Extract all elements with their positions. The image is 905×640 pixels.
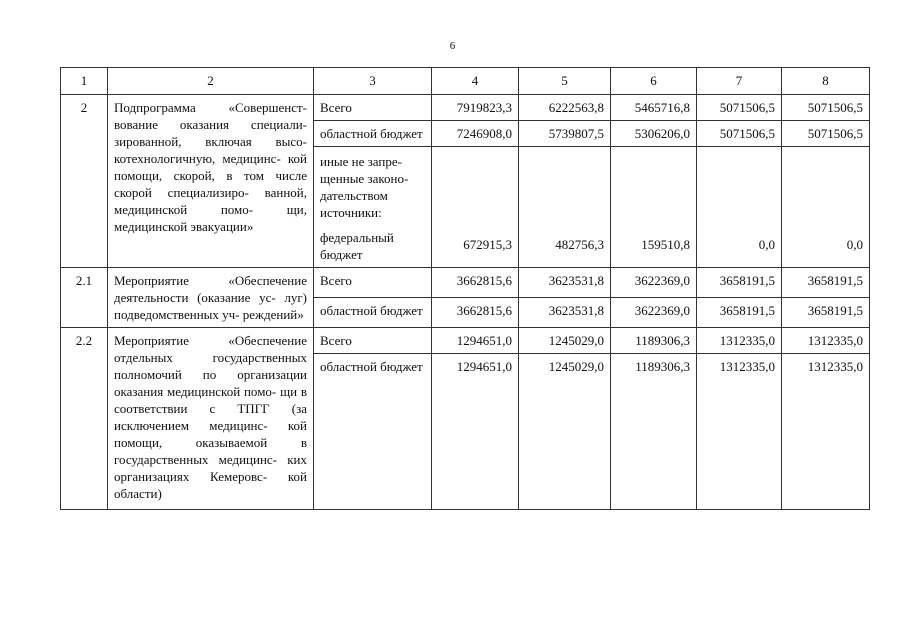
funding-source-label: областной бюджет (314, 121, 432, 147)
table-header-row (61, 68, 870, 95)
value-cell: 3662815,6 (432, 268, 519, 298)
value-text: 482756,3 (555, 237, 604, 252)
value-cell: 5071506,5 (697, 121, 782, 147)
value-cell: 1312335,0 (697, 328, 782, 354)
value-text: 159510,8 (641, 237, 690, 252)
value-cell: 1245029,0 (519, 328, 611, 354)
value-cell (519, 147, 611, 268)
value-cell: 1312335,0 (782, 328, 870, 354)
value-cell: 3658191,5 (697, 268, 782, 298)
value-cell (611, 147, 697, 268)
column-header: 1 (61, 68, 108, 95)
value-cell: 3622369,0 (611, 268, 697, 298)
table-row (61, 328, 870, 354)
value-cell: 7246908,0 (432, 121, 519, 147)
funding-source-label: областной бюджет (314, 354, 432, 510)
column-header: 3 (314, 68, 432, 95)
value-cell: 1245029,0 (519, 354, 611, 510)
row-number: 2 (61, 95, 108, 268)
column-header: 4 (432, 68, 519, 95)
value-cell: 5739807,5 (519, 121, 611, 147)
value-cell: 1294651,0 (432, 328, 519, 354)
column-header: 2 (108, 68, 314, 95)
row-description: Мероприятие «Обеспечение деятельности (оказание ус- луг) подведомственных уч- реждений» (108, 268, 314, 328)
value-cell: 1294651,0 (432, 354, 519, 510)
funding-source-label (314, 147, 432, 268)
value-cell: 3623531,8 (519, 298, 611, 328)
value-cell: 5071506,5 (782, 121, 870, 147)
column-header: 6 (611, 68, 697, 95)
value-cell: 5071506,5 (782, 95, 870, 121)
row-description: Мероприятие «Обеспечение отдельных государственных полномочий по организации оказания медицинской помо- щи в соответствии с ТПГГ (за исключением медицинс- кой помощи, оказываемой в государственных медицинс- ких организациях Кемеровс- кой области) (108, 328, 314, 510)
row-number: 2.1 (61, 268, 108, 328)
funding-source-sublabel: федеральный бюджет (320, 230, 394, 262)
value-cell: 3622369,0 (611, 298, 697, 328)
value-cell: 3658191,5 (782, 298, 870, 328)
value-text: 672915,3 (463, 237, 512, 252)
funding-source-label: Всего (314, 328, 432, 354)
value-cell: 5071506,5 (697, 95, 782, 121)
value-cell: 1189306,3 (611, 328, 697, 354)
value-text: 0,0 (846, 237, 863, 252)
value-cell: 3662815,6 (432, 298, 519, 328)
value-cell: 3623531,8 (519, 268, 611, 298)
value-cell: 1189306,3 (611, 354, 697, 510)
value-cell: 1312335,0 (782, 354, 870, 510)
budget-table (60, 67, 870, 510)
value-cell: 6222563,8 (519, 95, 611, 121)
column-header: 7 (697, 68, 782, 95)
value-cell: 3658191,5 (782, 268, 870, 298)
funding-source-label: Всего (314, 95, 432, 121)
table-row (61, 95, 870, 121)
value-cell: 5465716,8 (611, 95, 697, 121)
column-header: 8 (782, 68, 870, 95)
value-cell (432, 147, 519, 268)
value-cell: 5306206,0 (611, 121, 697, 147)
funding-source-label: Всего (314, 268, 432, 298)
funding-source-group-label: иные не запре- щенные законо- дательством источники: (320, 154, 409, 220)
value-cell: 3658191,5 (697, 298, 782, 328)
row-description: Подпрограмма «Совершенст- вование оказания специали- зированной, включая высо- котехнологичную, медицинс- кой помощи, скорой, в том числе скорой специализиро- ванной, медицинской помо- щи, медицинской эвакуации» (108, 95, 314, 268)
value-cell (782, 147, 870, 268)
value-cell (697, 147, 782, 268)
value-cell: 7919823,3 (432, 95, 519, 121)
funding-source-label: областной бюджет (314, 298, 432, 328)
value-text: 0,0 (758, 237, 775, 252)
table-row (61, 268, 870, 298)
page-number: 6 (449, 40, 456, 52)
value-cell: 1312335,0 (697, 354, 782, 510)
column-header: 5 (519, 68, 611, 95)
row-number: 2.2 (61, 328, 108, 510)
